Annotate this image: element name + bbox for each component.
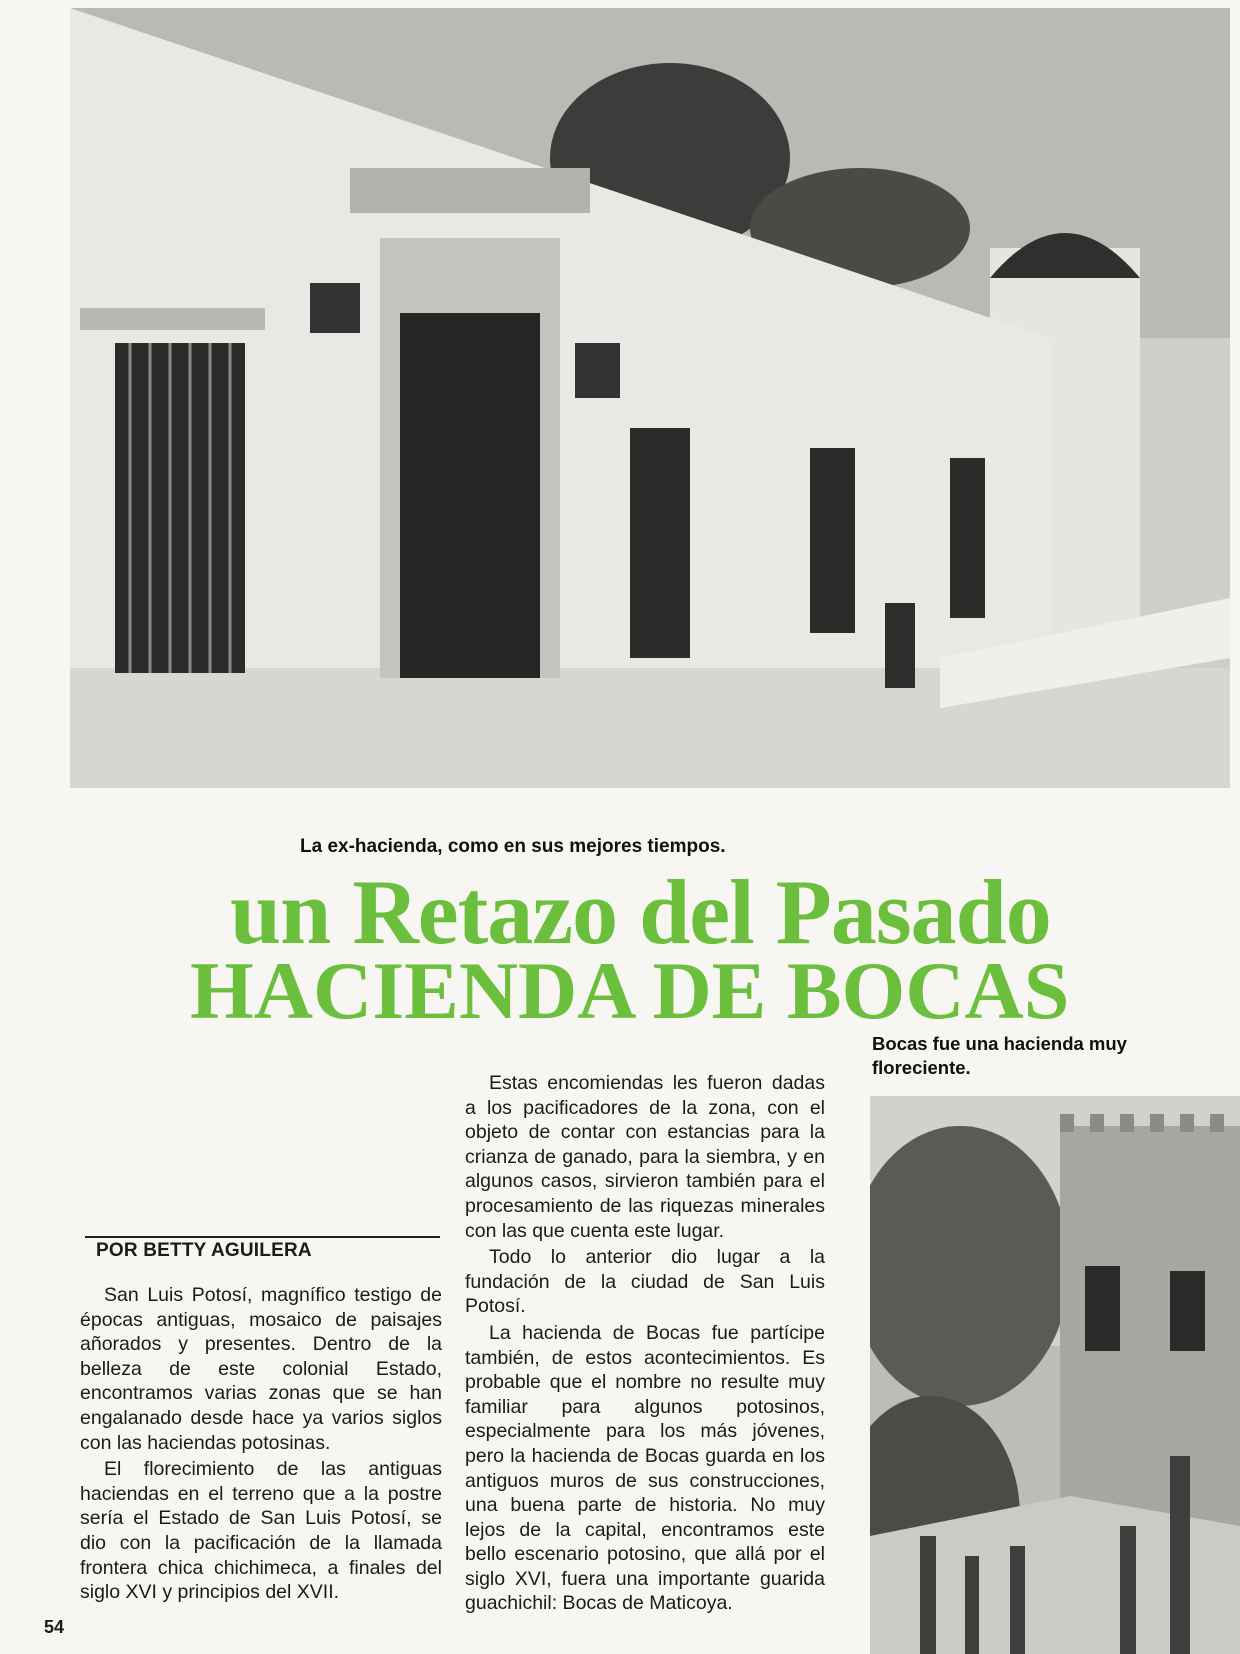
byline-rule: [85, 1236, 440, 1238]
byline: POR BETTY AGUILERA: [96, 1240, 312, 1261]
hacienda-tower-illustration: [870, 1096, 1240, 1654]
hacienda-facade-illustration: [70, 8, 1230, 788]
headline-line-2: HACIENDA DE BOCAS: [190, 945, 1070, 1036]
paragraph: San Luis Potosí, magnífico testigo de épocas antiguas, mosaico de paisajes añorados y presentes. Dentro de la belleza de este colonial Estado, encontramos varias zonas que se han engalanado desde hace ya varios siglos con las haciendas potosinas.: [80, 1284, 442, 1454]
paragraph: Estas encomiendas les fueron dadas a los pacificadores de la zona, con el objeto de contar con estancias para la crianza de ganado, para la siembra, y en algunos casos, sirvieron también para el procesamiento de las riquezas minerales con las que cuenta este lugar.: [465, 1072, 825, 1242]
top-photo-caption: La ex-hacienda, como en sus mejores tiempos.: [300, 836, 726, 857]
paragraph: La hacienda de Bocas fue partícipe también, de estos acontecimientos. Es probable que el nombre no resulte muy familiar para algunos potosinos, especialmente para los más jóvenes, pero la hacienda de Bocas guarda en los antiguos muros de sus construcciones, una buena parte de historia. No muy lejos de la capital, encontramos este bello escenario potosino, que allá por el siglo XVI, fuera una importante guarida guachichil: Bocas de Maticoya.: [465, 1321, 825, 1615]
page-number: 54: [44, 1617, 65, 1637]
hacienda-tower-photo: [870, 1096, 1240, 1654]
paragraph: El florecimiento de las antiguas haciendas en el terreno que a la postre sería el Estado de San Luis Potosí, se dio con la pacificación de la llamada frontera chica chichimeca, a finales del siglo XVI y principios del XVII.: [80, 1458, 442, 1604]
hacienda-facade-photo: [70, 8, 1230, 788]
article-middle-column: [465, 1071, 825, 1616]
headline-line-1: un Retazo del Pasado: [230, 861, 1051, 963]
article-left-column: [80, 1283, 442, 1605]
paragraph: Todo lo anterior dio lugar a la fundación de la ciudad de San Luis Potosí.: [465, 1246, 825, 1318]
right-photo-caption: Bocas fue una hacienda muy floreciente.: [872, 1033, 1127, 1078]
